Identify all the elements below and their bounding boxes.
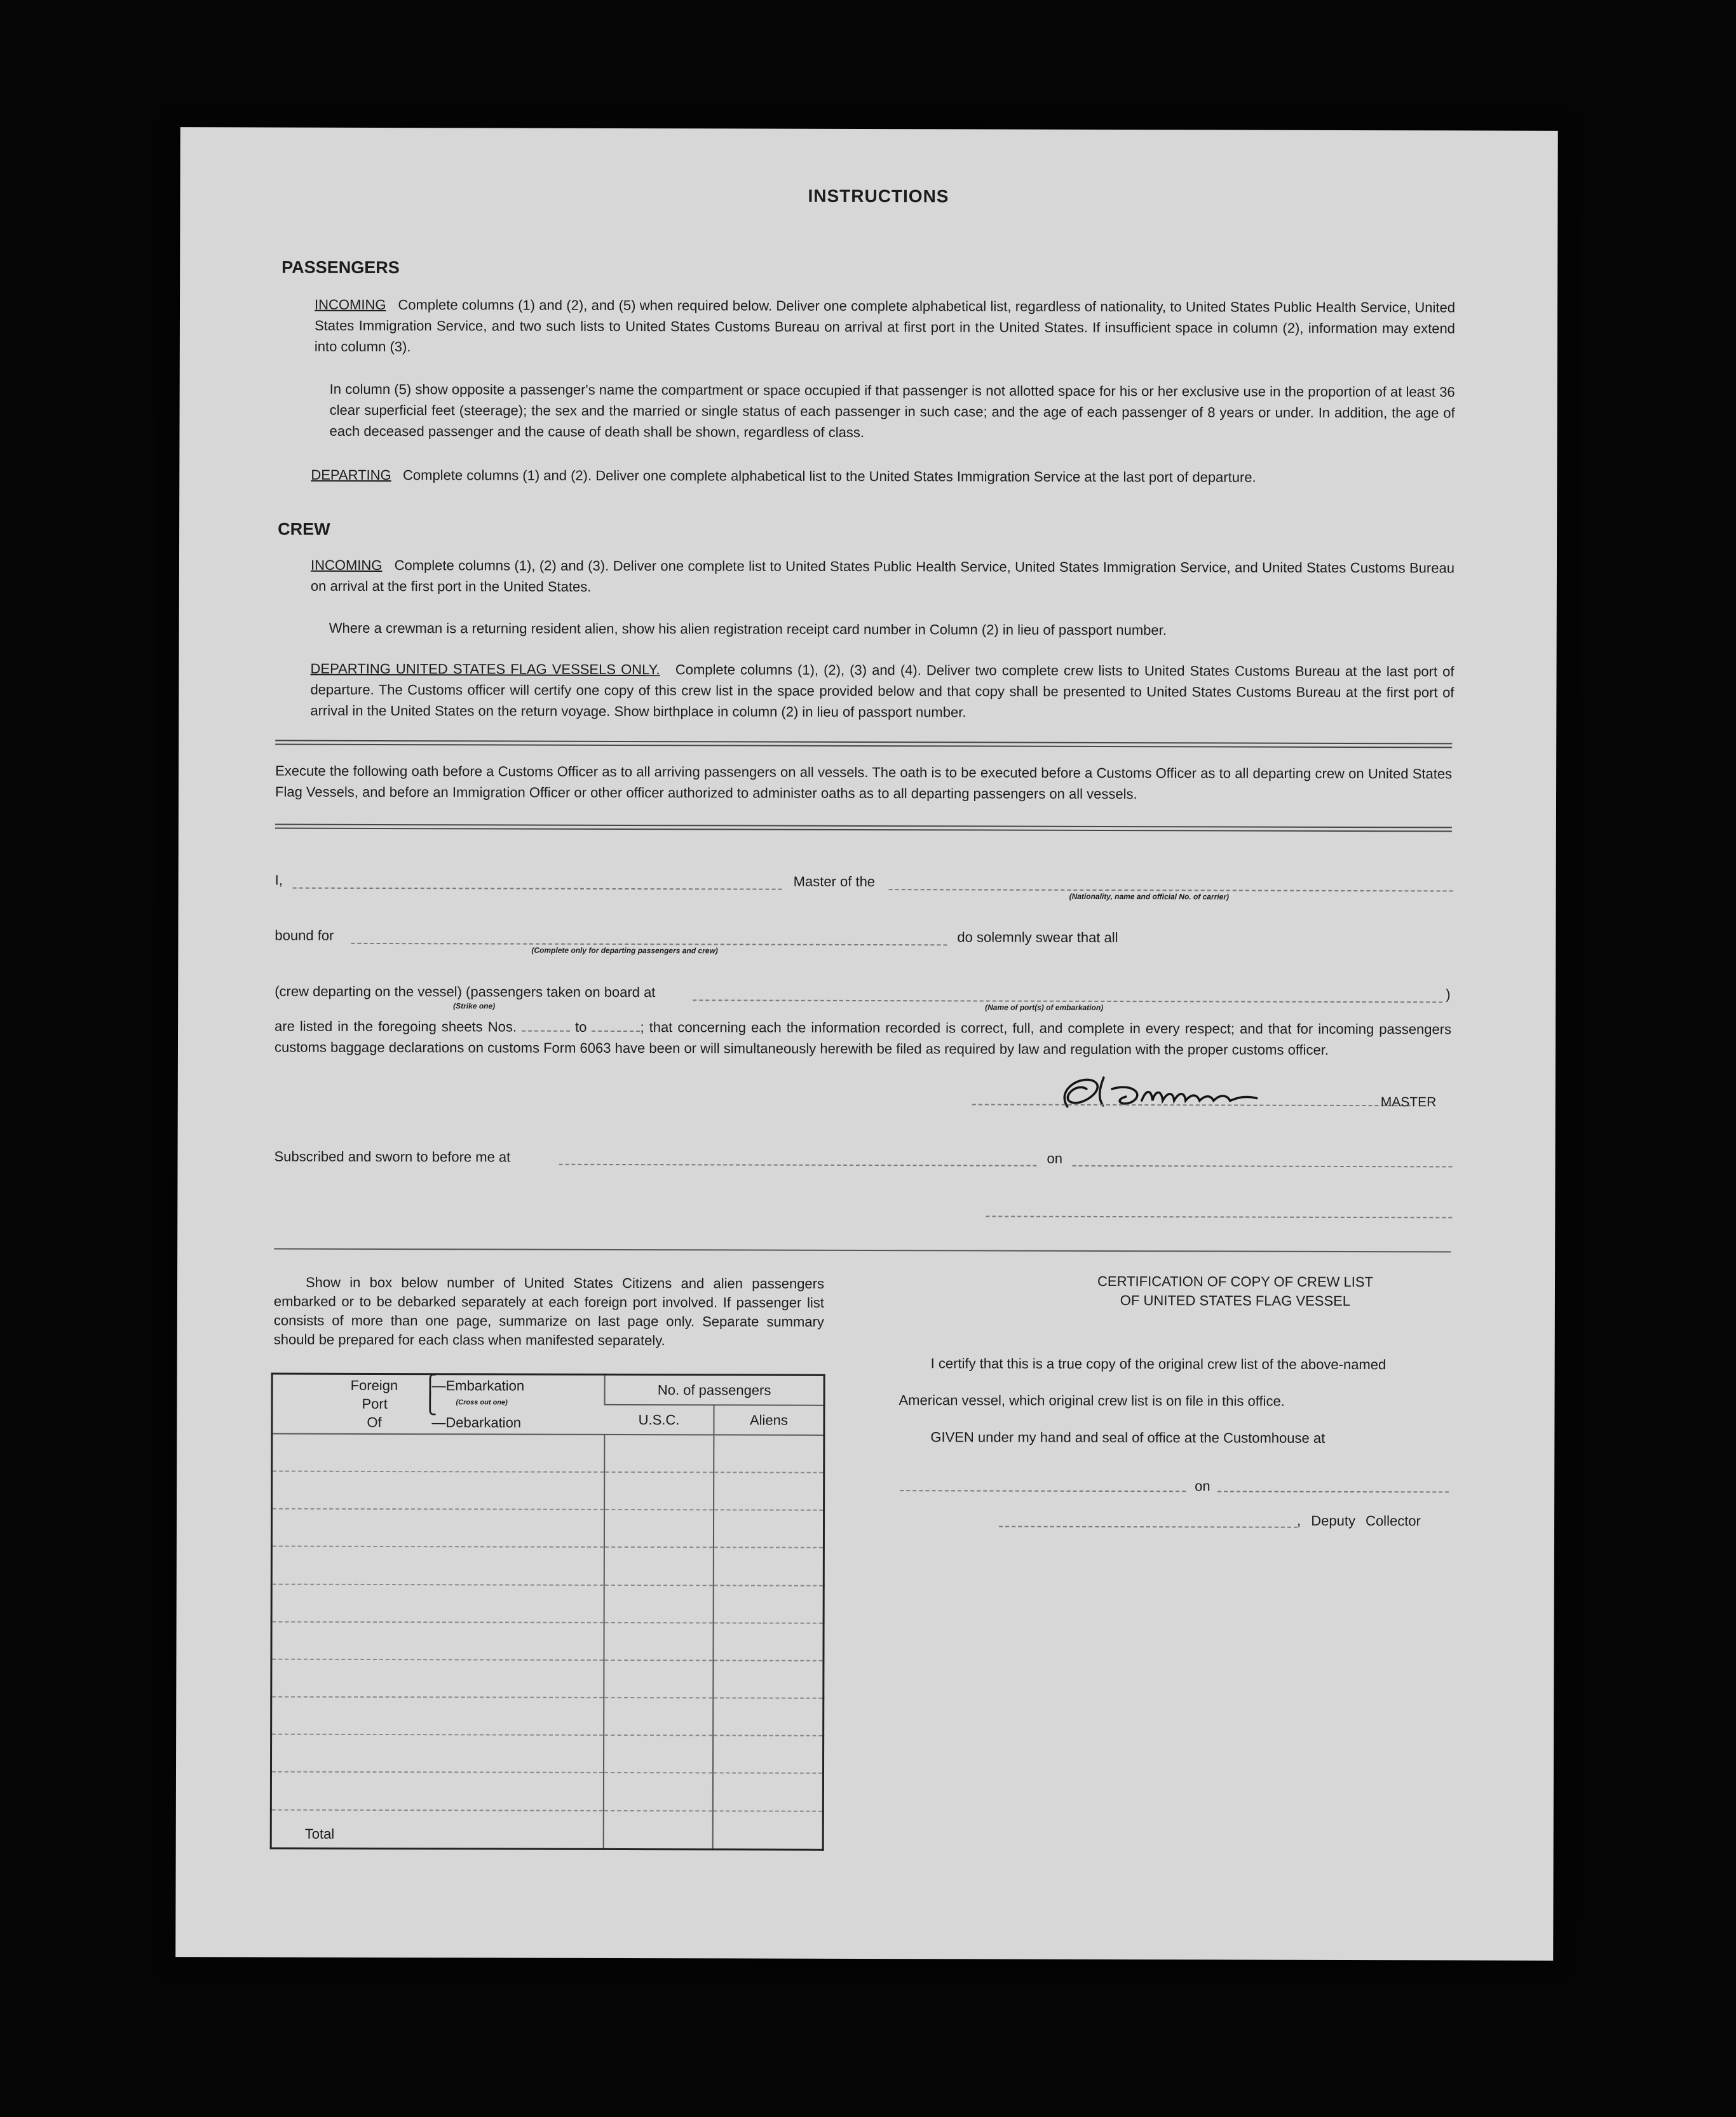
column5-paragraph: In column (5) show opposite a passenger's name the compartment or space occupied if that passenger is not allotted space for his or her exclusive use in the proportion of at least 36 clear superficial feet (steerage); the sex and the married or single status of each passenger in such case; and the age of each passenger of 8 years or under. In addition, the age of each deceased passenger and the cause of death shall be shown, regardless of class. <box>329 381 1455 440</box>
summary-instruction: Show in box below number of United States Citizens and alien passengers embarked or to be debarked separately at each foreign port involved. If passenger list consists of more than one page, summarize on last page only. Separate summary should be prepared for each class when manifested separately. <box>273 1274 825 1349</box>
master-of-the-label: Master of the <box>793 873 876 890</box>
page-title: INSTRUCTIONS <box>808 186 949 206</box>
table-row <box>271 1621 824 1660</box>
bound-for-label: bound for <box>275 927 334 944</box>
crew-departing-option[interactable]: (crew departing on the vessel) (passengers taken on board at <box>275 983 656 1001</box>
port-cell[interactable] <box>271 1659 604 1698</box>
port-header-cell <box>272 1374 605 1435</box>
listed-to: to <box>575 1018 587 1035</box>
summary-rows <box>271 1434 824 1811</box>
master-name-field[interactable] <box>293 888 782 890</box>
passengers-departing-label: DEPARTING <box>311 466 391 484</box>
divider <box>274 1248 1451 1253</box>
customhouse-field[interactable] <box>900 1490 1186 1492</box>
port-cell[interactable] <box>272 1434 605 1473</box>
port-cell[interactable] <box>271 1772 604 1811</box>
crew-resident-paragraph: Where a crewman is a returning resident alien, show his alien registration receipt card number in Column (2) in lieu of passport number. <box>329 619 1167 639</box>
embarkation-label: —Embarkation <box>431 1377 525 1394</box>
subscribed-on-label: on <box>1047 1150 1063 1167</box>
listed-text-a: are listed in the foregoing sheets Nos. <box>275 1018 517 1035</box>
nationality-note: (Nationality, name and official No. of carrier) <box>1069 891 1230 902</box>
ports-note: (Name of port(s) of embarkation) <box>985 1003 1104 1012</box>
cross-out-note: (Cross out one) <box>456 1398 508 1407</box>
no-passengers-header: No. of passengers <box>605 1374 825 1405</box>
aliens-cell[interactable] <box>714 1510 824 1548</box>
deputy-collector-label: , Deputy Collector <box>1297 1512 1421 1529</box>
table-row <box>272 1434 824 1473</box>
crew-departing-label: DEPARTING UNITED STATES FLAG VESSELS ONLY. <box>310 660 660 678</box>
crew-departing-text: Complete columns (1), (2), (3) and (4). Deliver two complete crew lists to United States Customs Bureau at the last port of departure. The Customs officer will certify one copy of this crew list in the space provided below and that copy shall be presented to United States Customs Bureau at the first port of arrival in the United States on the return voyage. Show birthplace in column (2) in lieu of passport number. <box>310 661 1455 720</box>
table-row <box>272 1471 824 1510</box>
usc-cell[interactable] <box>604 1660 713 1698</box>
aliens-cell[interactable] <box>714 1435 824 1473</box>
debarkation-label: —Debarkation <box>431 1414 522 1431</box>
usc-cell[interactable] <box>604 1773 713 1811</box>
total-label: Total <box>304 1825 335 1842</box>
deputy-signature-field[interactable] <box>999 1526 1298 1528</box>
carrier-field[interactable] <box>889 889 1453 891</box>
certification-line-3: GIVEN under my hand and seal of office at the Customhouse at <box>930 1429 1326 1446</box>
usc-header: U.S.C. <box>604 1405 714 1435</box>
crew-incoming-text: Complete columns (1), (2) and (3). Deliver one complete list to United States Public Health Service, United States Immigration Service, and United States Customs Bureau on arrival at the first port in the United States. <box>310 557 1455 595</box>
passengers-heading: PASSENGERS <box>281 257 400 278</box>
port-cell[interactable] <box>271 1546 604 1585</box>
divider <box>275 740 1452 748</box>
usc-cell[interactable] <box>604 1435 714 1473</box>
port-cell[interactable] <box>272 1471 605 1510</box>
aliens-cell[interactable] <box>713 1623 824 1661</box>
port-cell[interactable] <box>271 1509 604 1548</box>
swear-label: do solemnly swear that all <box>957 929 1118 946</box>
table-row <box>271 1546 824 1585</box>
aliens-cell[interactable] <box>714 1585 824 1623</box>
usc-cell[interactable] <box>604 1510 714 1548</box>
aliens-cell[interactable] <box>713 1660 824 1698</box>
total-row <box>271 1809 823 1850</box>
aliens-cell[interactable] <box>714 1473 824 1511</box>
passengers-incoming-label: INCOMING <box>315 296 386 313</box>
bound-for-field[interactable] <box>351 943 947 945</box>
oath-i-label: I, <box>275 872 283 888</box>
brace-icon: ⎧ ⎩ <box>423 1375 438 1416</box>
crew-incoming-paragraph <box>311 555 1455 600</box>
aliens-cell[interactable] <box>713 1773 824 1811</box>
of-label: Of <box>367 1414 382 1431</box>
subscribed-place-field[interactable] <box>559 1164 1036 1167</box>
usc-cell[interactable] <box>604 1472 714 1510</box>
passenger-summary-table <box>270 1373 825 1851</box>
usc-cell[interactable] <box>604 1585 714 1623</box>
listed-text-b: ; that concerning each the information recorded is correct, full, and complete in every respect; and that for incoming passengers customs baggage declarations on customs Form 6063 have been or will simultaneously herewith be filed as required by law and regulation with the proper customs officer. <box>274 1019 1452 1058</box>
usc-cell[interactable] <box>604 1735 713 1773</box>
certification-line-1: I certify that this is a true copy of the original crew list of the above-named <box>930 1355 1387 1373</box>
crew-heading: CREW <box>278 519 330 539</box>
certification-heading <box>1026 1272 1445 1311</box>
total-usc-cell[interactable] <box>604 1810 713 1849</box>
passengers-departing-paragraph <box>311 464 1455 489</box>
passengers-incoming-text: Complete columns (1) and (2), and (5) when required below. Deliver one complete alphabetical list, regardless of nationality, to United States Public Health Service, United States Immigration Service, and two such lists to United States Customs Bureau on arrival at first port in the United States. If insufficient space in column (2), information may extend into column (3). <box>314 297 1456 355</box>
table-row <box>271 1584 824 1623</box>
aliens-cell[interactable] <box>713 1698 824 1736</box>
certification-heading-1: CERTIFICATION OF COPY OF CREW LIST <box>1097 1273 1374 1290</box>
oath-instruction: Execute the following oath before a Customs Officer as to all arriving passengers on all vessels. The oath is to be executed before a Customs Officer as to all departing crew on United States Flag Vessels, and before an Immigration Officer or other officer authorized to administer oaths as to all departing passengers on all vessels. <box>275 762 1453 802</box>
certification-date-field[interactable] <box>1217 1491 1449 1492</box>
close-paren: ) <box>1446 986 1451 1003</box>
master-signature <box>1037 1064 1291 1121</box>
aliens-cell[interactable] <box>714 1548 824 1586</box>
total-aliens-cell[interactable] <box>713 1811 824 1850</box>
certification-heading-2: OF UNITED STATES FLAG VESSEL <box>1120 1292 1351 1309</box>
aliens-header: Aliens <box>714 1405 824 1435</box>
passengers-incoming-paragraph <box>315 294 1455 360</box>
table-header-row <box>272 1374 824 1405</box>
subscribed-date-field[interactable] <box>1072 1165 1452 1168</box>
ports-field[interactable] <box>693 999 1442 1003</box>
master-label: MASTER <box>1380 1095 1437 1110</box>
certification-on-label: on <box>1195 1478 1210 1494</box>
usc-cell[interactable] <box>604 1547 714 1585</box>
table-row <box>271 1772 823 1811</box>
table-row <box>271 1697 824 1736</box>
strike-one-note: (Strike one) <box>453 1001 496 1011</box>
listed-paragraph <box>275 1016 1451 1061</box>
crew-incoming-label: INCOMING <box>310 557 383 574</box>
table-row <box>271 1509 824 1548</box>
port-cell[interactable] <box>271 1621 604 1660</box>
subscribed-label: Subscribed and sworn to before me at <box>274 1148 511 1165</box>
sheet-to-field[interactable] <box>592 1031 640 1032</box>
aliens-cell[interactable] <box>713 1736 824 1774</box>
port-cell[interactable] <box>271 1697 604 1736</box>
table-row <box>271 1659 824 1698</box>
passengers-departing-text: Complete columns (1) and (2). Deliver one complete alphabetical list to the United States Immigration Service at the last port of departure. <box>402 467 1256 485</box>
port-cell[interactable] <box>271 1584 604 1623</box>
sheet-from-field[interactable] <box>522 1031 570 1032</box>
usc-cell[interactable] <box>604 1623 714 1661</box>
foreign-label: Foreign <box>350 1377 398 1394</box>
bound-for-note: (Complete only for departing passengers and crew) <box>531 945 718 956</box>
form-page <box>175 127 1558 1961</box>
crew-departing-paragraph <box>310 658 1454 724</box>
usc-cell[interactable] <box>604 1698 713 1736</box>
officer-signature-field[interactable] <box>986 1215 1452 1218</box>
certification-line-2: American vessel, which original crew list is on file in this office. <box>899 1392 1285 1409</box>
port-label: Port <box>362 1395 388 1412</box>
divider <box>275 824 1452 832</box>
table-row <box>271 1735 823 1773</box>
port-cell[interactable] <box>271 1735 604 1773</box>
